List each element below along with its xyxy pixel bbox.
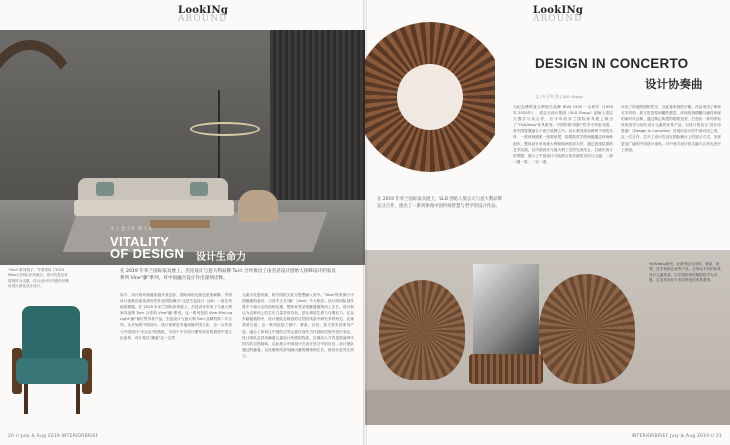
article-title-cn: 设计协奏曲 [645, 77, 703, 91]
chair-back-shape [22, 306, 80, 364]
folio-left: 20 // July & Aug 2019 INTERIORBRIEF [8, 434, 99, 439]
round-chair-center-shape [397, 64, 463, 130]
center-table-shape [469, 354, 543, 384]
section-tag-line2: AROUND [533, 14, 583, 24]
lamp-cord-shape [218, 90, 220, 190]
photo-caption: Yin&Yang系列，此系列包含座椅、餐桌、座凳、扶手椅和边桌等产品，分别以不同的家具设计元素构成，以中国传统的阴阳哲学为灵感，打造具有东方美学特色的家具系列。 [649, 262, 721, 283]
hero-title-line1: VITALITY [110, 234, 170, 249]
wall-panel-shape [270, 30, 365, 200]
hero-title-line2: OF DESIGN [110, 246, 185, 261]
section-tag-left [178, 6, 228, 24]
spread-gutter [363, 0, 367, 445]
article-title-en: DESIGN IN CONCERTO [535, 56, 689, 71]
sofa-seat-shape [74, 200, 234, 216]
intro-paragraph: 在 2019 年米兰国际家具展上，SLD 创始人梁志天与意大利品牌充分合作，推出了一系列体现中国传统智慧与哲学的设计作品。 [377, 197, 502, 209]
section-tag-right [533, 6, 583, 24]
chair-seat-shape [16, 358, 88, 384]
lamp-ring-shape [190, 122, 260, 136]
cushion-shape [96, 182, 114, 196]
round-chair-photo [365, 12, 495, 192]
artwork-shape [473, 264, 539, 356]
body-column-2: 元素为灵感来源，将中国的文化与思想融入其中。"Vine"的来源于中国藤蔓的意向，与其中文名"藤"（vine）不太相应。设计师团队创作将中干谐氏名的组相实缠，整体家具呈现藤蔓植物向上生长。设计师认为这种向上的生长力量非常具有，是从事的生命力与增长力。在众多藤蔓植物中，设计团队在精选的自然的线条中研究多样形态，注重其形与意。这一系列包括了餐厅、餐桌、沙发、茶几等多款家具产品，融合了如何让中国的自然元素在现代当代国际语境中进行表达，设计团队尝试用藤蔓元素设计所需的线条，以简洁大方的造型演绎中国式的自然韵味，以此展示中国设计在设计语言中的自信，设计团队通过的藤蔓，以优雅的线条刻画出藤的缠绕和生长，使设计更具生命力。 [242, 293, 354, 358]
hero-title-cn: 设计生命力 [196, 252, 246, 263]
article-byline: 文 | 叶子叶 图 | SLD Group [535, 94, 583, 99]
chair-leg-shape [24, 384, 28, 414]
section-tag-line1: LookINg [178, 5, 229, 16]
section-tag-line1: LookINg [533, 5, 584, 16]
folio-right: INTERIORBRIEF July & Aug 2019 // 21 [631, 434, 722, 439]
hero-photo [0, 30, 365, 265]
vine-chair-photo [10, 300, 100, 418]
right-page [365, 0, 730, 445]
body-column-2: 评论了传统的阴阳哲学，以此将家庭的平衡。作品采用了珍贵实木材料，卸又赏造型和雕的感觉，体现传统精髓与融经家庭的新时代诠释。通过精心构思的阴阳造型，打造出一系列带有传统美学与现代设计元素的家具产品，以设计的语言"设计协奏曲"（Design in Concerto）呈现出设计的中西对话之美。这一次合作，打开了设计作品在国际舞台上的展示方式，呈现更加广阔的中国设计视角。对中西方设计的交融与合作也进行了探索。 [621, 105, 721, 152]
intro-paragraph: 在 2019 年米兰国际家具展上，杰昆设计与意大利品牌 Turri 合作推出了由杰昆设计创始人崔峰设计的家具系列 Vine"藤"系列，对中国融合设计作出深刻诠释。 [120, 269, 336, 281]
chair-caption: "Vine"系列椅子，外观采用了2019 Milan日团队家具推出，设计的是以家居展风为灵感，结合设计时代感外部利用进行深化设计设计。 [8, 268, 70, 289]
floor-shape [365, 390, 730, 425]
hero-title-en [110, 236, 184, 260]
left-round-chair-shape [379, 280, 465, 380]
chair-leg-shape [76, 384, 80, 414]
body-column-1: 为纪念博埃意大利知名品牌 RIVA 1920 一百周年（1920年-2020年），梁志天设计集团（SLD Group）创始人梁志天携手与其合作，在今年的米兰国际家具展上推出了"Yin&Yang"家具系列，中国传统"阴阳"哲学中采取灵感，将中国智慧融合于西方品牌之中。设计系列采用两种不同的木材，一款体现刚柔一张圆桌凳，将阴阳哲学的两端通过体两种创作，整体设计采用意大利和欧洲优质木材，通过更深层面的艺术实践，以中国设计与意大利工艺的完美结合，打破东西方的界限，展示了中国设计与欧洲文化传统的对话与交融，二者一刚一柔、一实一虚。 [513, 105, 613, 164]
armchair-shape [238, 190, 278, 222]
cushion-shape [190, 182, 208, 196]
hero-credit-text: 文 | 金子叶 图 | A [110, 227, 153, 232]
coffee-table-shape [150, 220, 210, 228]
rug-shape [63, 212, 328, 252]
body-column-1: 如今，设计的环境越来越开放包容，国际间的交流也更加频繁。中国设计逐渐用更优质好的作品国际舞台"这是杰昆设计（JIA）一直在持续的课题。在 2019 年米兰国际家具展上，杰昆设计带来了与意大利家具品牌 Turri 合作的 Vine"藤"系列。这一系列包括 Vine Mini-ng Light"藤"餐灯等多款产品，杰昆设计与意大利 Turri 品牌的第二年合作。从开始的中国设计，设计需要更多地深融中国文化，这一合作成为中国设计"走出去"的典范。不同于中式设计惯常采用的典型中国文化意象，设计将以"藤蔓"这一自然 [120, 293, 232, 340]
section-tag-line2: AROUND [178, 14, 228, 24]
right-round-chair-shape [539, 274, 635, 384]
